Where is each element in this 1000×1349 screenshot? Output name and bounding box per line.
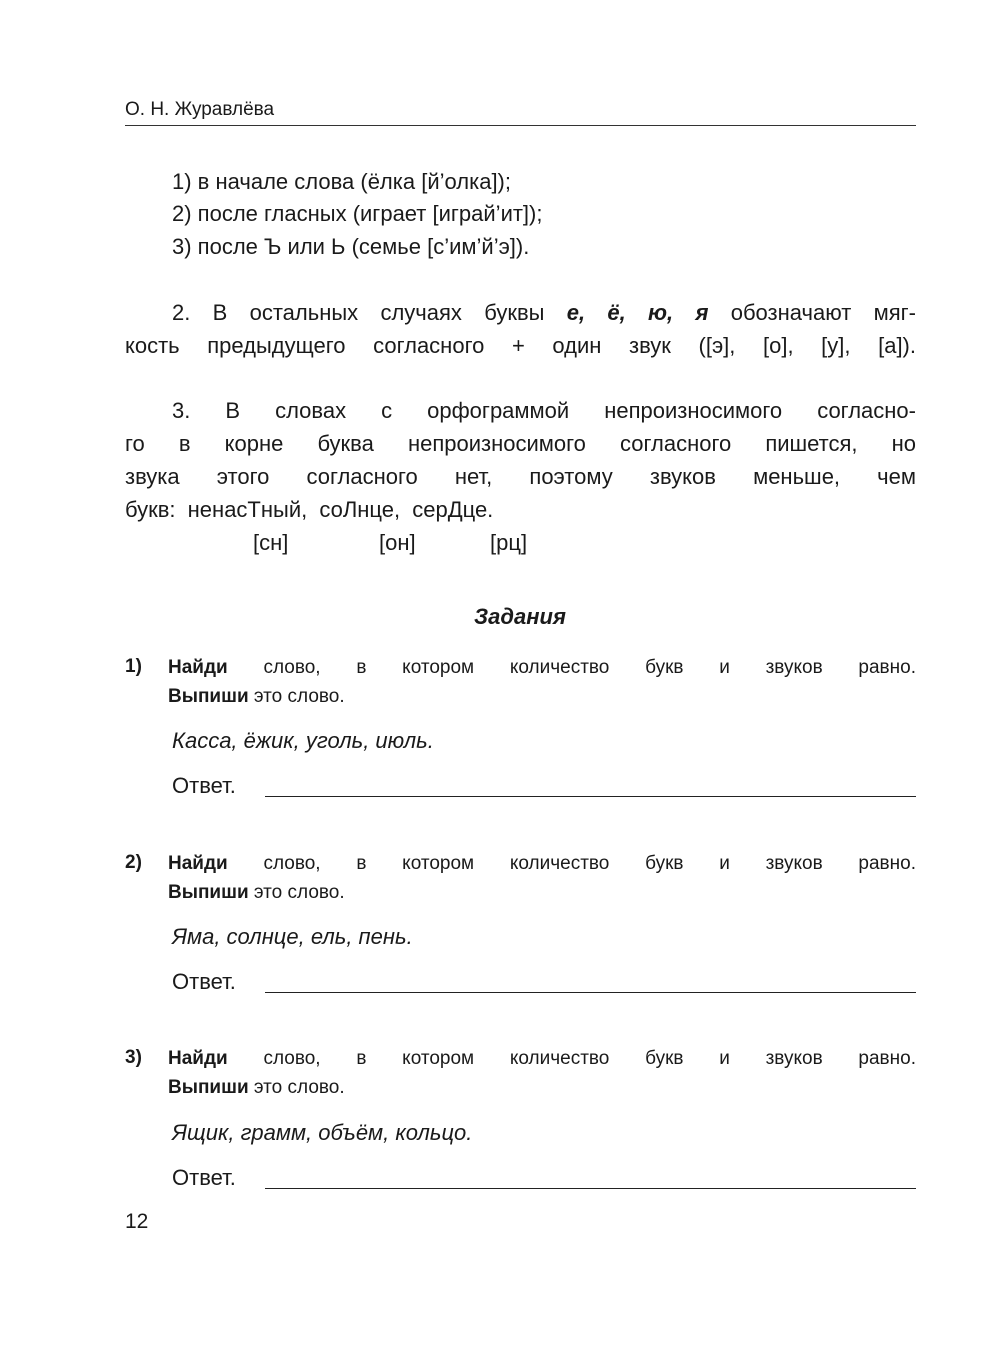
- task-instruction: Найди слово, в котором количество букв и звуков равно.: [168, 657, 916, 678]
- task-words: Яма, солнце, ель, пень.: [172, 924, 413, 949]
- transcription: [сн]: [253, 530, 289, 555]
- task-number: 3): [125, 1047, 142, 1068]
- paragraph-3-line: 3. В словах с орфограммой непроизносимого согласно-: [172, 398, 916, 423]
- tasks-heading: Задания: [474, 604, 566, 629]
- task-instruction: Найди слово, в котором количество букв и звуков равно.: [168, 853, 916, 874]
- paragraph-2-line: 2. В остальных случаях буквы е, ё, ю, я обозначают мяг-: [172, 300, 917, 325]
- task-number: 2): [125, 852, 142, 873]
- task-instruction: Выпиши это слово.: [168, 686, 345, 707]
- task-instruction: Выпиши это слово.: [168, 882, 345, 903]
- answer-label: Ответ.: [172, 969, 236, 994]
- rule-list-item: 1) в начале слова (ёлка [й’олка]);: [172, 169, 511, 194]
- paragraph-3-line: звука этого согласного нет, поэтому звуков меньше, чем: [125, 464, 916, 489]
- transcription: [рц]: [490, 530, 528, 555]
- rule-list-item: 3) после Ъ или Ь (семье [с’им’й’э]).: [172, 234, 530, 259]
- task-words: Ящик, грамм, объём, кольцо.: [172, 1120, 473, 1145]
- task-words: Касса, ёжик, уголь, июль.: [172, 728, 434, 753]
- page-number: 12: [125, 1210, 149, 1233]
- rule-list-item: 2) после гласных (играет [играй’ит]);: [172, 201, 543, 226]
- task-instruction: Выпиши это слово.: [168, 1077, 345, 1098]
- answer-field[interactable]: [265, 1188, 916, 1189]
- running-header-author: О. Н. Журавлёва: [125, 99, 275, 120]
- paragraph-3-line: букв: ненасТный, соЛнце, серДце.: [125, 497, 494, 522]
- task-number: 1): [125, 656, 142, 677]
- paragraph-2-line: кость предыдущего согласного + один звук ([э], [о], [у], [а]).: [125, 333, 916, 358]
- header-rule: [125, 125, 916, 126]
- answer-field[interactable]: [265, 796, 916, 797]
- paragraph-3-line: го в корне буква непроизносимого согласного пишется, но: [125, 431, 916, 456]
- answer-label: Ответ.: [172, 773, 236, 798]
- answer-label: Ответ.: [172, 1165, 236, 1190]
- task-instruction: Найди слово, в котором количество букв и звуков равно.: [168, 1048, 916, 1069]
- transcription: [он]: [379, 530, 416, 555]
- answer-field[interactable]: [265, 992, 916, 993]
